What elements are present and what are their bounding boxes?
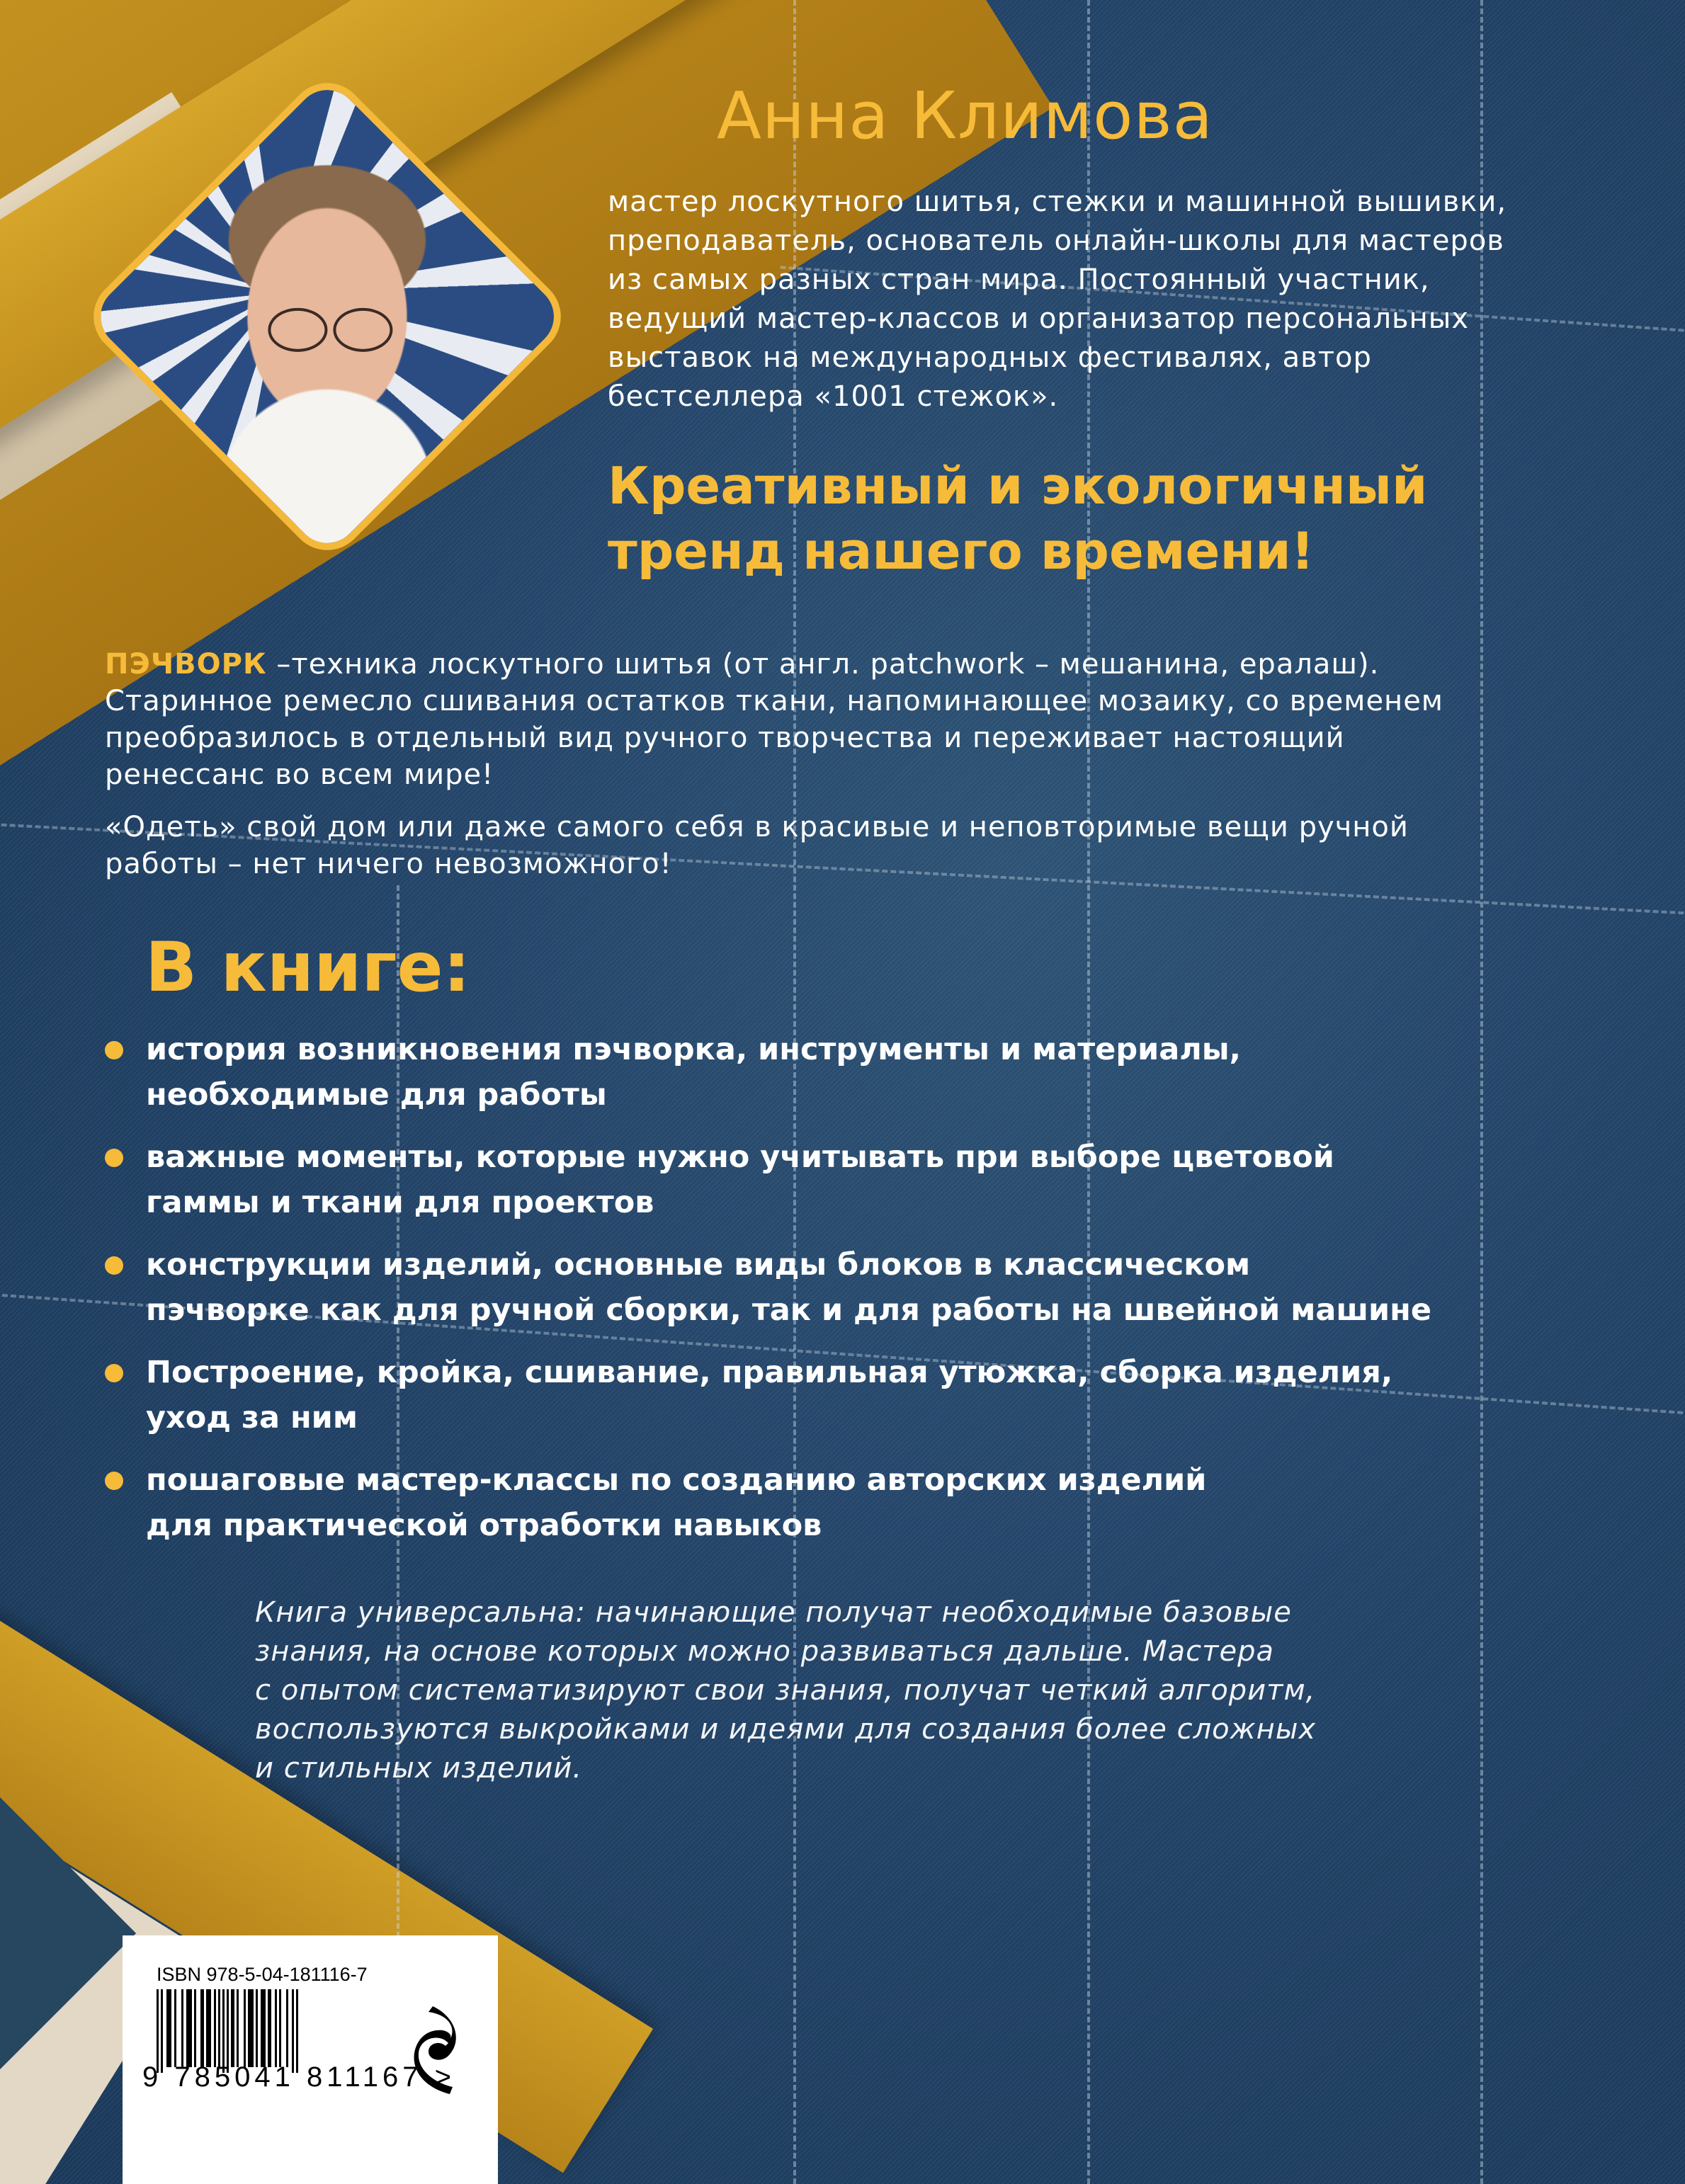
feature-item (105, 1134, 1628, 1225)
feature-line: гаммы и ткани для проектов (146, 1185, 654, 1220)
bio-line: мастер лоскутного шитья, стежки и машинной вышивки, (608, 186, 1507, 218)
feature-line: история возникновения пэчворка, инструменты и материалы, (146, 1032, 1241, 1067)
term-patchwork: ПЭЧВОРК (105, 648, 267, 681)
feature-line: уход за ним (146, 1400, 358, 1435)
summary-line: и стильных изделий. (255, 1752, 583, 1785)
feature-line: необходимые для работы (146, 1077, 607, 1113)
intro-paragraph-definition (105, 646, 1621, 793)
ean-digits: 9 785041 811167 > (142, 2061, 455, 2093)
bullet-dot-icon (105, 1472, 123, 1490)
intro-line: ренессанс во всем мире! (105, 758, 494, 791)
feature-item (105, 1350, 1628, 1440)
bio-line: ведущий мастер-классов и организатор персональных (608, 302, 1470, 335)
summary-line: знания, на основе которых можно развиваться дальше. Мастера (255, 1635, 1274, 1668)
intro-line: работы – нет ничего невозможного! (105, 848, 672, 880)
glasses-icon (263, 308, 391, 351)
intro-line: –техника лоскутного шитья (от англ. patchwork – мешанина, ералаш). (266, 648, 1380, 681)
feature-line: пошаговые мастер-классы по созданию авторских изделий (146, 1462, 1207, 1498)
in-book-heading: В книге: (145, 928, 470, 1007)
summary-line: с опытом систематизируют свои знания, получат четкий алгоритм, (255, 1674, 1316, 1707)
bullet-dot-icon (105, 1364, 123, 1382)
feature-line: конструкции изделий, основные виды блоков в классическом (146, 1247, 1251, 1282)
intro-line: Старинное ремесло сшивания остатков ткани, напоминающее мозаику, со временем (105, 685, 1443, 717)
feature-line: Построение, кройка, сшивание, правильная утюжка, сборка изделия, (146, 1355, 1393, 1390)
slogan (608, 453, 1599, 584)
summary-line: Книга универсальна: начинающие получат необходимые базовые (255, 1596, 1292, 1629)
feature-item (105, 1242, 1628, 1333)
book-summary (255, 1593, 1473, 1788)
isbn-label: ISBN 978-5-04-181116-7 (157, 1964, 368, 1985)
intro-text (105, 646, 1621, 898)
bullet-dot-icon (105, 1041, 123, 1059)
bullet-dot-icon (105, 1256, 123, 1275)
summary-line: воспользуются выкройками и идеями для создания более сложных (255, 1713, 1317, 1746)
eksmo-logo-icon (413, 1999, 463, 2095)
slogan-line: Креативный и экологичный (608, 456, 1428, 516)
feature-line: пэчворке как для ручной сборки, так и для работы на швейной машине (146, 1292, 1432, 1328)
bio-line: из самых разных стран мира. Постоянный участник, (608, 263, 1430, 296)
intro-line: «Одеть» свой дом или даже самого себя в красивые и неповторимые вещи ручной (105, 811, 1409, 843)
bullet-dot-icon (105, 1149, 123, 1167)
feature-item (105, 1457, 1628, 1548)
slogan-line: тренд нашего времени! (608, 521, 1315, 581)
intro-line: преобразилось в отдельный вид ручного творчества и переживает настоящий (105, 722, 1345, 754)
intro-paragraph-second (105, 809, 1621, 882)
bio-line: преподаватель, основатель онлайн-школы для мастеров (608, 224, 1504, 257)
bio-line: бестселлера «1001 стежок». (608, 380, 1059, 413)
author-name: Анна Климова (717, 78, 1214, 154)
barcode-icon (157, 1989, 327, 2067)
feature-line: для практической отработки навыков (146, 1508, 822, 1543)
feature-item (105, 1027, 1628, 1117)
barcode-panel (123, 1935, 498, 2184)
feature-line: важные моменты, которые нужно учитывать при выборе цветовой (146, 1139, 1334, 1175)
book-features-list (105, 1027, 1628, 1565)
author-bio (608, 183, 1543, 416)
bio-line: выставок на международных фестивалях, автор (608, 341, 1372, 374)
